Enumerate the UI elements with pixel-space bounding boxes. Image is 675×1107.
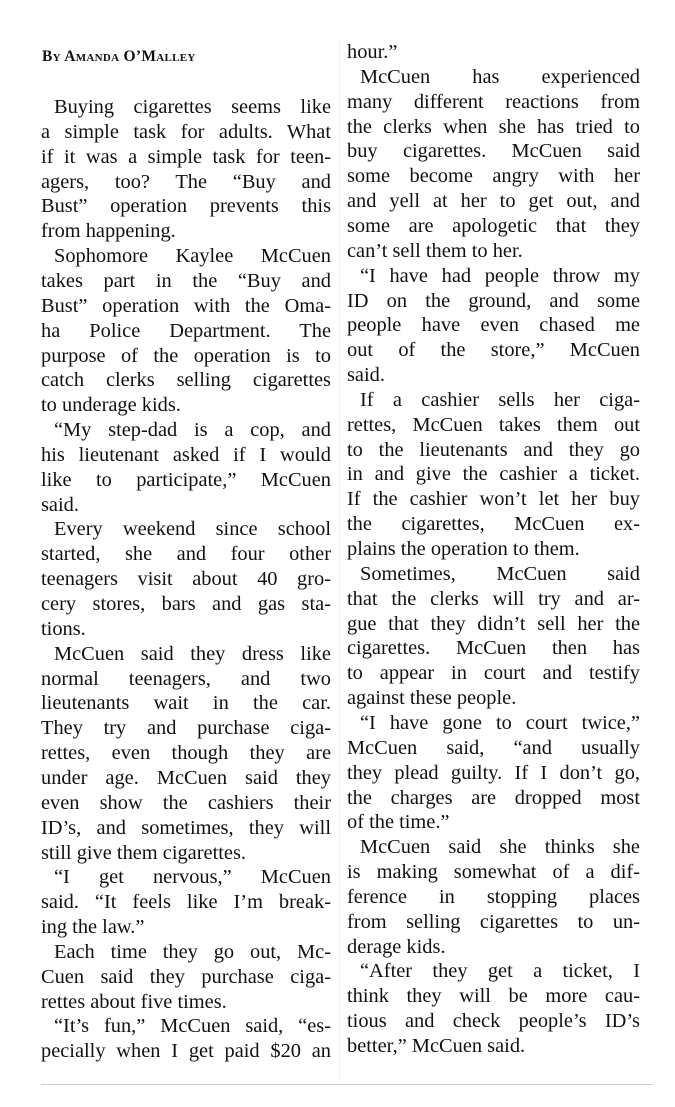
article-line: “My step-dad is a cop, and — [54, 419, 331, 442]
article-line: McCuen said, “and usually — [347, 736, 640, 759]
article-line: can’t sell them to her. — [347, 239, 523, 262]
article-line: agers, too? The “Buy and — [41, 170, 331, 193]
article-line: the charges are dropped most — [347, 786, 640, 809]
article-line: better,” McCuen said. — [347, 1035, 526, 1057]
article-line: “I get nervous,” McCuen — [54, 866, 331, 889]
article-line: rettes about five times. — [41, 990, 227, 1013]
article-line: McCuen said she thinks she — [360, 836, 640, 859]
article-line: cery stores, bars and gas sta- — [41, 593, 331, 615]
article-line: pecially when I get paid $20 an — [41, 1040, 331, 1063]
article-line: the cigarettes, McCuen ex- — [347, 513, 640, 536]
article-line: some become angry with her — [347, 165, 640, 188]
article-line: Bust” operation prevents this — [41, 195, 331, 218]
article-line: Each time they go out, Mc- — [54, 940, 331, 963]
article-line: ID’s, and sometimes, they will — [41, 816, 331, 839]
article-line: rettes, McCuen takes them out — [347, 413, 640, 436]
article-line: out of the store,” McCuen — [347, 339, 640, 362]
article-line: tions. — [41, 617, 86, 640]
article-line: even show the cashiers their — [41, 791, 331, 814]
article-line: If the cashier won’t let her buy — [347, 488, 640, 511]
article-line: in and give the cashier a ticket. — [347, 463, 640, 486]
article-line: a simple task for adults. What — [41, 120, 331, 143]
article-line: tious and check people’s ID’s — [347, 1010, 640, 1033]
article-line: Buying cigarettes seems like — [54, 96, 331, 118]
article-line: normal teenagers, and two — [41, 667, 331, 690]
article-line: “I have gone to court twice,” — [360, 711, 640, 734]
article-line: plains the operation to them. — [347, 538, 580, 560]
article-line: cigarettes. McCuen then has — [347, 637, 640, 660]
article-line: many different reactions from — [347, 90, 640, 113]
article-line: if it was a simple task for teen- — [41, 145, 331, 168]
article-line: Sometimes, McCuen said — [360, 562, 640, 585]
article-line: hour.” — [347, 41, 398, 63]
article-line: “It’s fun,” McCuen said, “es- — [54, 1015, 331, 1038]
article-line: think they will be more cau- — [347, 985, 640, 1008]
article-line: to underage kids. — [41, 394, 181, 417]
article-line: is making somewhat of a dif- — [347, 861, 640, 884]
article-line: and yell at her to get out, and — [347, 190, 640, 213]
article-line: McCuen said they dress like — [54, 642, 331, 665]
article-line: gue that they didn’t sell her the — [347, 612, 640, 635]
article-line: derage kids. — [347, 935, 446, 958]
article-line: takes part in the “Buy and — [41, 269, 331, 292]
article-line: purpose of the operation is to — [41, 344, 331, 367]
article-line: from happening. — [41, 220, 176, 243]
article-line: ID on the ground, and some — [347, 289, 640, 312]
article-line: “I have had people throw my — [360, 264, 640, 287]
article-line: under age. McCuen said they — [41, 766, 331, 789]
article-line: ha Police Department. The — [41, 319, 331, 342]
article-line: ing the law.” — [41, 916, 145, 939]
article-line: If a cashier sells her ciga- — [360, 388, 640, 411]
article-line: teenagers visit about 40 gro- — [41, 568, 331, 591]
article-line: buy cigarettes. McCuen said — [347, 140, 640, 163]
bottom-rule — [41, 1084, 653, 1085]
article-line: said. — [41, 493, 79, 516]
article-line: to appear in court and testify — [347, 662, 640, 685]
article-line: Sophomore Kaylee McCuen — [54, 245, 331, 268]
article-line: Bust” operation with the Oma- — [41, 294, 331, 317]
article-line: of the time.” — [347, 811, 450, 834]
article-line: ference in stopping places — [347, 885, 640, 908]
article-line: some are apologetic that they — [347, 214, 640, 237]
article-line: said. “It feels like I’m break- — [41, 891, 331, 914]
article-line: his lieutenant asked if I would — [41, 443, 331, 466]
byline: By Amanda O’Malley — [42, 48, 196, 65]
article-line: to the lieutenants and they go — [347, 438, 640, 461]
article-line: the clerks when she has tried to — [347, 115, 640, 138]
article-line: catch clerks selling cigarettes — [41, 369, 331, 392]
article-line: rettes, even though they are — [41, 742, 331, 765]
article-line: people have even chased me — [347, 314, 640, 337]
article-line: McCuen has experienced — [360, 65, 640, 88]
article-line: Every weekend since school — [54, 518, 331, 541]
article-line: from selling cigarettes to un- — [347, 910, 640, 933]
article-line: They try and purchase ciga- — [41, 717, 331, 740]
article-line: “After they get a ticket, I — [360, 960, 640, 983]
article-line: lieutenants wait in the car. — [41, 692, 331, 715]
article-line: like to participate,” McCuen — [41, 468, 331, 491]
article-line: started, she and four other — [41, 543, 331, 566]
column-divider — [339, 40, 340, 1080]
article-line: Cuen said they purchase ciga- — [41, 965, 331, 988]
article-line: still give them cigarettes. — [41, 841, 246, 864]
article-line: said. — [347, 364, 385, 387]
article-line: they plead guilty. If I don’t go, — [347, 761, 640, 784]
article-line: against these people. — [347, 687, 517, 710]
article-line: that the clerks will try and ar- — [347, 587, 640, 610]
